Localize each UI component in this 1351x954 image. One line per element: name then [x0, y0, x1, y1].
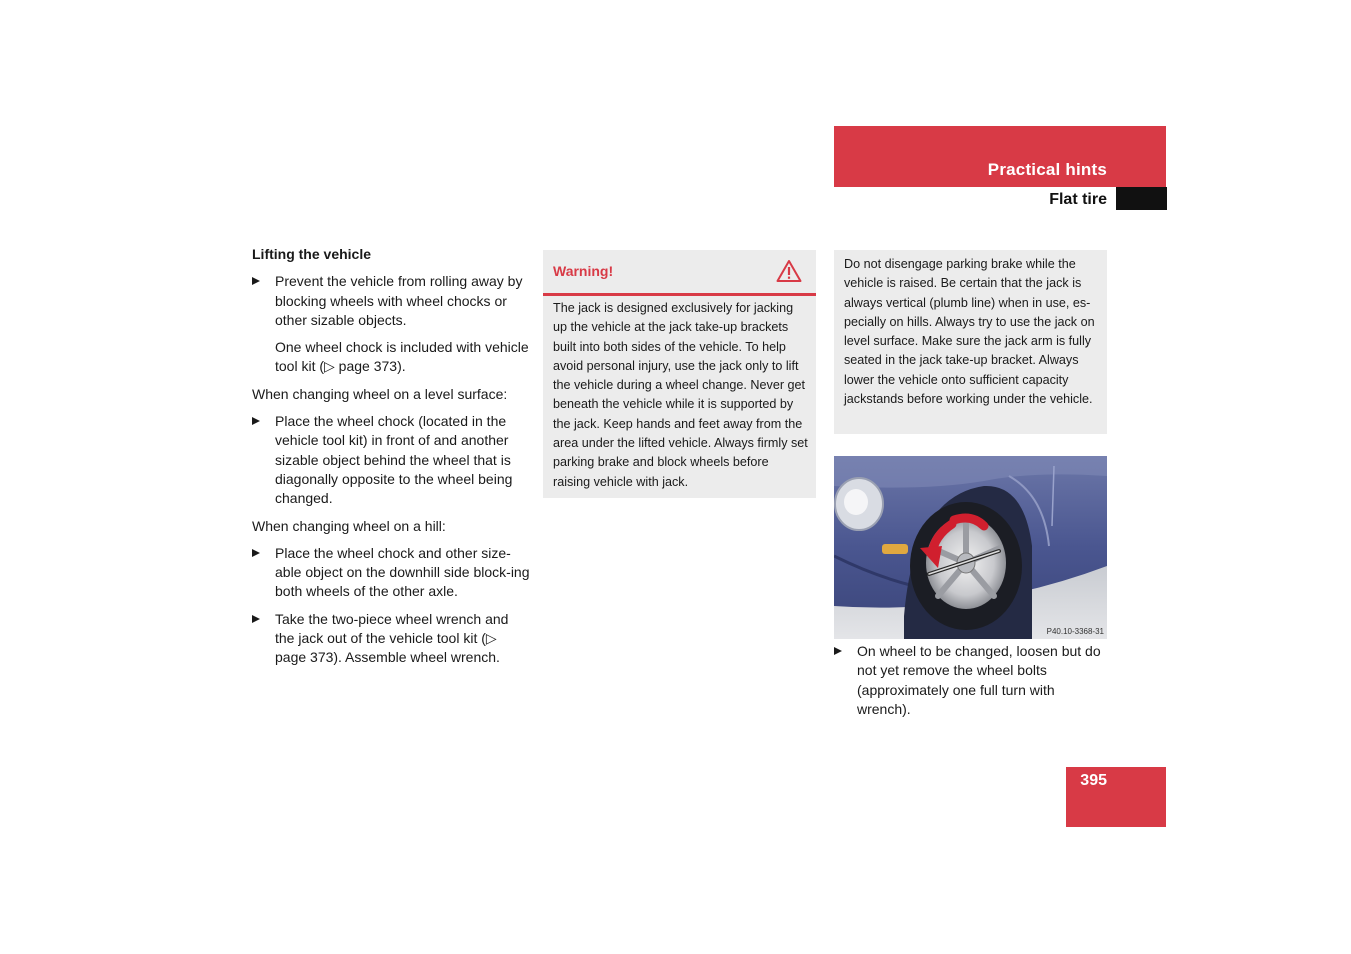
- section-heading: Lifting the vehicle: [252, 246, 372, 262]
- bullet-arrow-icon: [252, 549, 260, 557]
- bullet-arrow-icon: [252, 615, 260, 623]
- page-number-box: [1066, 767, 1166, 827]
- warning-title: Warning!: [553, 263, 614, 279]
- list-item: [252, 544, 530, 602]
- warning-box: [543, 250, 816, 498]
- list-item-text: Take the two-piece wheel wrench and the jack out of the vehicle tool kit (▷ page 373). Assemble wheel wrench.: [275, 610, 509, 666]
- list-item: [252, 412, 530, 508]
- list-item: [252, 272, 530, 330]
- list-item: [252, 610, 530, 668]
- wheel-loosening-illustration: [834, 456, 1107, 639]
- main-column: [252, 245, 530, 676]
- paragraph: When changing wheel on a level surface:: [252, 385, 508, 402]
- thumb-tab-marker: [1116, 187, 1167, 210]
- note-text: One wheel chock is included with vehicle tool kit (▷ page 373).: [275, 339, 529, 375]
- section-title: Practical hints: [987, 160, 1107, 179]
- list-item-text: Prevent the vehicle from rolling away by blocking wheels with wheel chocks or other sizable objects.: [275, 273, 523, 328]
- warning-header: [543, 250, 816, 296]
- figure-code: P40.10-3368-31: [1046, 627, 1104, 636]
- warning-continued-box: [834, 250, 1107, 434]
- bullet-arrow-icon: [834, 647, 842, 655]
- figure-caption-column: [834, 642, 1109, 727]
- page-number: 395: [1080, 772, 1107, 789]
- subsection-title: Flat tire: [1049, 191, 1107, 208]
- bullet-arrow-icon: [252, 417, 260, 425]
- warning-continued-text: Do not disengage parking brake while the vehicle is raised. Be certain that the jack is always vertical (plumb line) when in use, es-pecially on hills. Always try to use the jack on level surface. Make sure the jack arm is fully seated in the jack take-up bracket. Always lower the vehicle onto sufficient capacity jackstands before working under the vehicle.: [844, 257, 1095, 407]
- list-item-text: Place the wheel chock (located in the vehicle tool kit) in front of and another sizable object behind the wheel that is diagonally opposite to the wheel being changed.: [275, 413, 513, 507]
- warning-triangle-icon: [776, 259, 802, 288]
- paragraph: When changing wheel on a hill:: [252, 517, 446, 534]
- list-item: [834, 642, 1109, 719]
- warning-text: The jack is designed exclusively for jacking up the vehicle at the jack take-up brackets built into both sides of the vehicle. To help avoid personal injury, use the jack only to lift the vehicle during a wheel change. Never get beneath the vehicle while it is supported by the jack. Keep hands and feet away from the area under the lifted vehicle. Always firmly set parking brake and block wheels before raising vehicle with jack.: [553, 301, 808, 489]
- bullet-arrow-icon: [252, 277, 260, 285]
- list-item-text: On wheel to be changed, loosen but do not yet remove the wheel bolts (approximately one full turn with wrench).: [857, 643, 1101, 717]
- list-item-text: Place the wheel chock and other size-able object on the downhill side block-ing both wheels of the other axle.: [275, 544, 530, 600]
